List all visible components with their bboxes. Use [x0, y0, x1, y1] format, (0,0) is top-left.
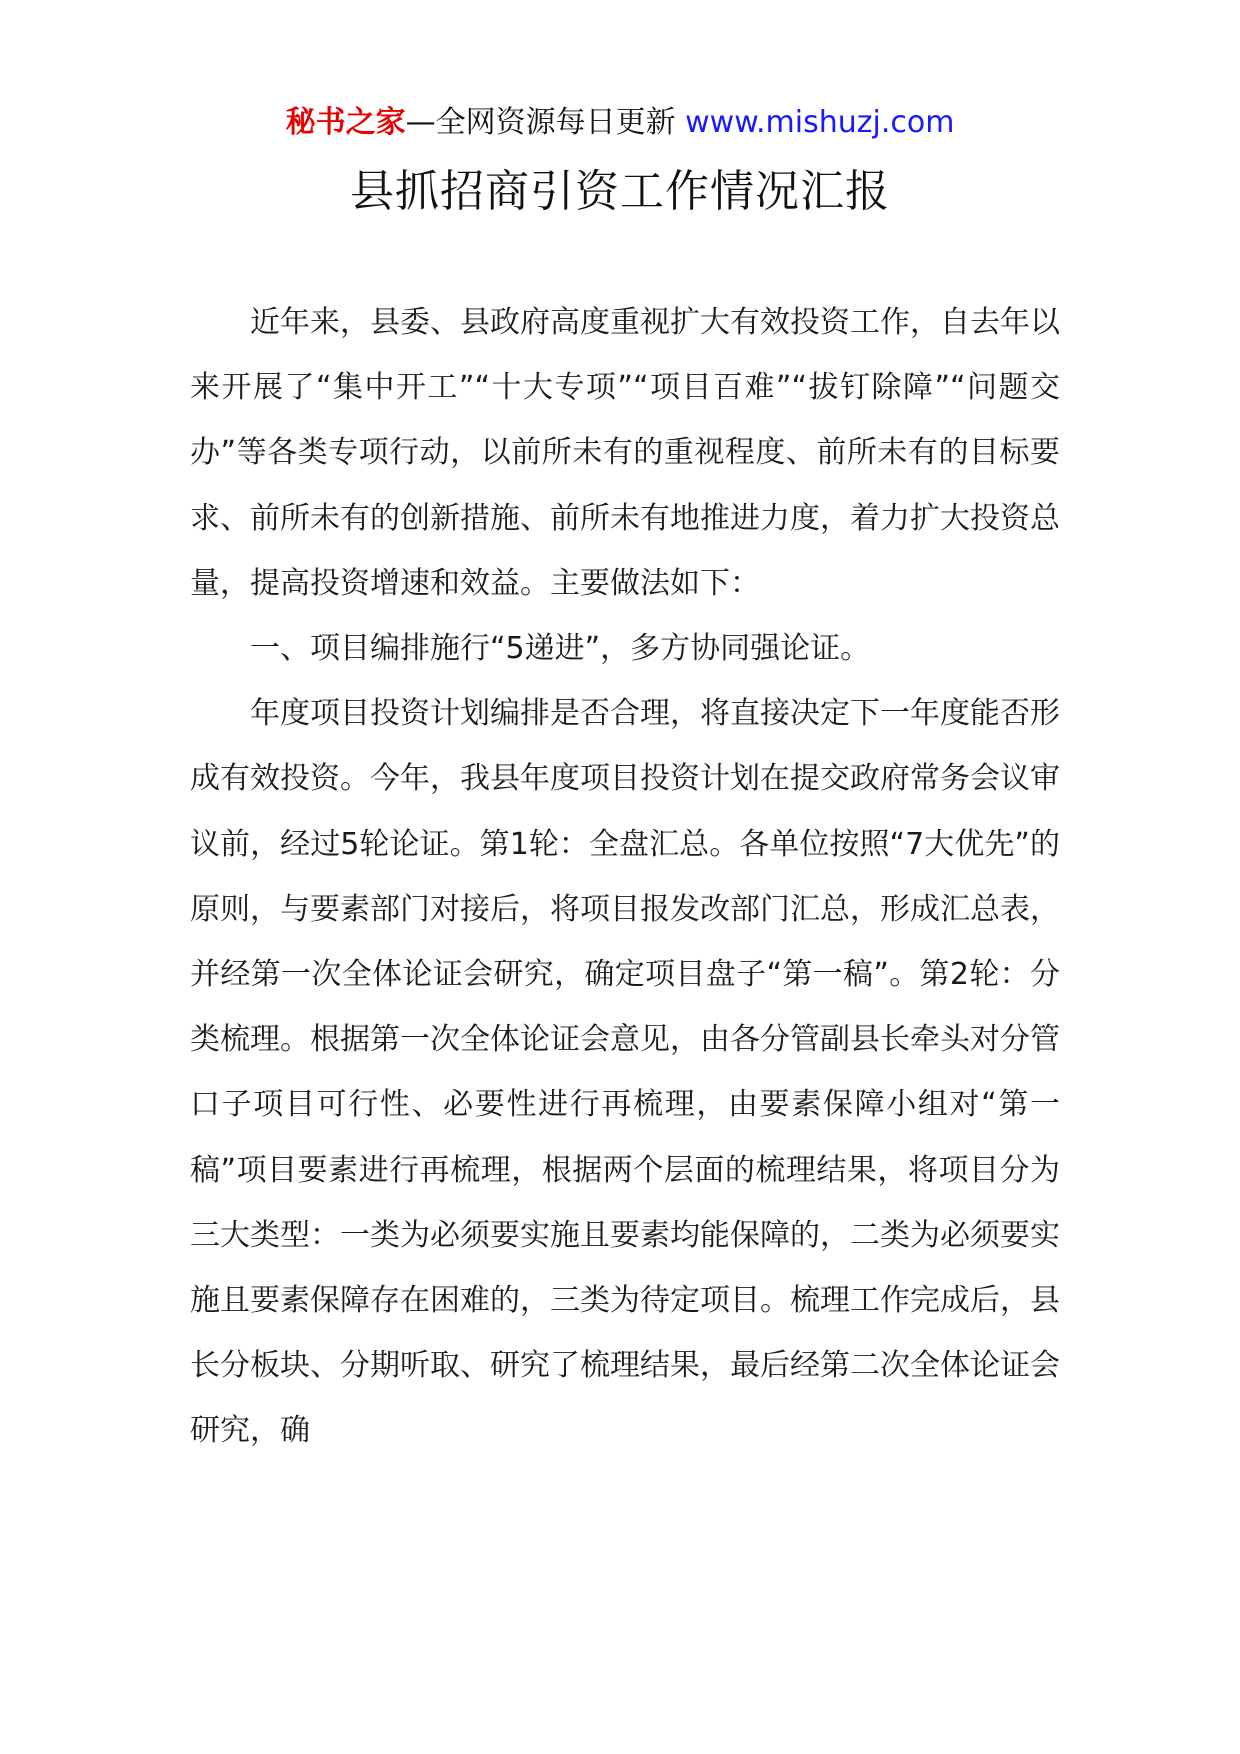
- document-body: [190, 290, 1060, 1464]
- header-tagline: —全网资源每日更新: [405, 105, 686, 140]
- page-header: [0, 100, 1240, 146]
- brand-name: 秘书之家: [285, 105, 406, 140]
- body-paragraph-2: 年度项目投资计划编排是否合理，将直接决定下一年度能否形成有效投资。今年，我县年度项目投资计划在提交政府常务会议审议前，经过5轮论证。第1轮：全盘汇总。各单位按照“7大优先”的原则，与要素部门对接后，将项目报发改部门汇总，形成汇总表，并经第一次全体论证会研究，确定项目盘子“第一稿”。第2轮：分类梳理。根据第一次全体论证会意见，由各分管副县长牵头对分管口子项目可行性、必要性进行再梳理，由要素保障小组对“第一稿”项目要素进行再梳理，根据两个层面的梳理结果，将项目分为三大类型：一类为必须要实施且要素均能保障的，二类为必须要实施且要素保障存在困难的，三类为待定项目。梳理工作完成后，县长分板块、分期听取、研究了梳理结果，最后经第二次全体论证会研究，确: [190, 696, 1060, 1449]
- body-paragraph-intro: 近年来，县委、县政府高度重视扩大有效投资工作，自去年以来开展了“集中开工”“十大专项”“项目百难”“拔钉除障”“问题交办”等各类专项行动，以前所未有的重视程度、前所未有的目标要求、前所未有的创新措施、前所未有地推进力度，着力扩大投资总量，提高投资增速和效益。主要做法如下：: [190, 305, 1060, 601]
- document-title: 县抓招商引资工作情况汇报: [350, 166, 890, 217]
- section-heading-1: 一、项目编排施行“5递进”，多方协同强论证。: [250, 631, 871, 667]
- site-url-link[interactable]: www.mishuzj.com: [685, 105, 955, 140]
